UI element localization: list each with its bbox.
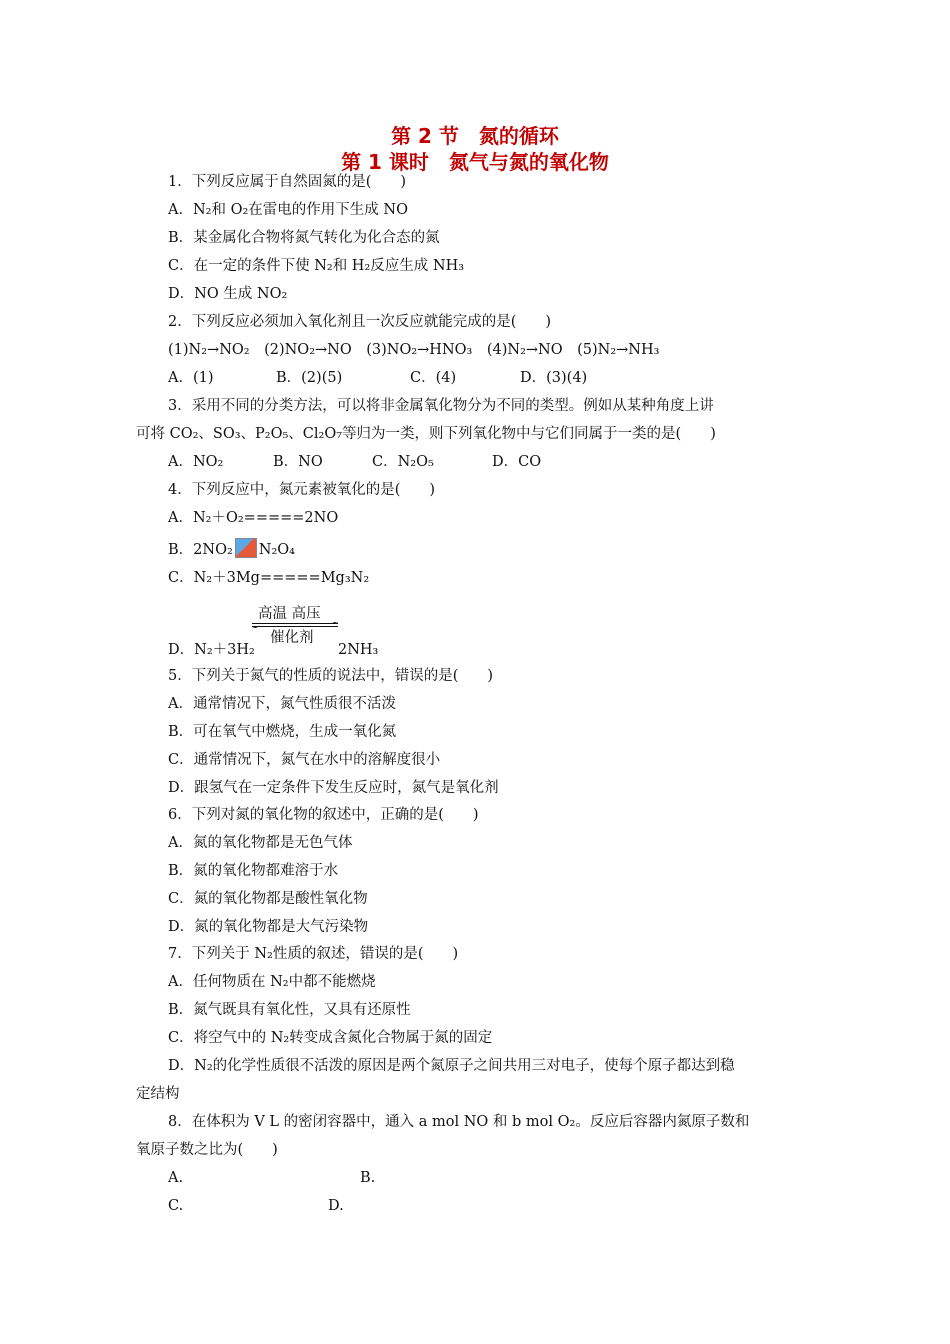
q4-option-b-right: N₂O₄ <box>258 542 295 558</box>
q8-option-b: B. <box>360 1170 376 1186</box>
q4-stem: 4．下列反应中，氮元素被氧化的是( ) <box>168 482 436 498</box>
q2-reaction-list: (1)N₂→NO₂ (2)NO₂→NO (3)NO₂→HNO₃ (4)N₂→NO (5)N₂→NH₃ <box>168 342 660 358</box>
q4-reaction-conditions <box>250 602 342 648</box>
q1-option-d: D．NO 生成 NO₂ <box>168 286 288 302</box>
q3-stem-line1: 3．采用不同的分类方法，可以将非金属氧化物分为不同的类型。例如从某种角度上讲 <box>168 398 714 414</box>
q7-stem: 7．下列关于 N₂性质的叙述，错误的是( ) <box>168 946 459 962</box>
q3-option-b: B．NO <box>273 454 323 470</box>
q4-option-b-left: B．2NO₂ <box>168 542 233 558</box>
q3-option-d: D．CO <box>492 454 542 470</box>
q7-option-d-line1: D．N₂的化学性质很不活泼的原因是两个氮原子之间共用三对电子，使每个原子都达到稳 <box>168 1058 735 1074</box>
q8-stem-line2: 氧原子数之比为( ) <box>136 1142 278 1158</box>
q8-option-d: D. <box>328 1198 344 1214</box>
q7-option-d-line2: 定结构 <box>136 1086 180 1102</box>
q8-option-a: A. <box>168 1170 184 1186</box>
q4-option-c: C．N₂＋3Mg=====Mg₃N₂ <box>168 570 370 586</box>
q3-stem-line2: 可将 CO₂、SO₃、P₂O₅、Cl₂O₇等归为一类，则下列氧化物中与它们同属于一类的是( ) <box>136 426 716 442</box>
q2-option-a: A．(1) <box>168 370 214 386</box>
lesson-title: 第 1 课时 氮气与氮的氧化物 <box>341 150 609 174</box>
q4-option-b <box>168 538 295 560</box>
q1-option-c: C．在一定的条件下使 N₂和 H₂反应生成 NH₃ <box>168 258 465 274</box>
q6-option-c: C．氮的氧化物都是酸性氧化物 <box>168 891 368 907</box>
q1-stem: 1．下列反应属于自然固氮的是( ) <box>168 174 407 190</box>
q8-option-c: C. <box>168 1198 184 1214</box>
q5-option-b: B．可在氧气中燃烧，生成一氧化氮 <box>168 724 397 740</box>
q5-option-a: A．通常情况下，氮气性质很不活泼 <box>168 696 396 712</box>
q4-option-d-left: D．N₂＋3H₂ <box>168 642 255 658</box>
q5-stem: 5．下列关于氮气的性质的说法中，错误的是( ) <box>168 668 494 684</box>
q8-stem-line1: 8．在体积为 V L 的密闭容器中，通入 a mol NO 和 b mol O₂。反应后容器内氮原子数和 <box>168 1114 750 1130</box>
q4-condition-bottom: 催化剂 <box>270 630 314 646</box>
q6-option-a: A．氮的氧化物都是无色气体 <box>168 835 353 851</box>
q5-option-d: D．跟氢气在一定条件下发生反应时，氮气是氧化剂 <box>168 780 499 796</box>
q7-option-c: C．将空气中的 N₂转变成含氮化合物属于氮的固定 <box>168 1030 493 1046</box>
q2-stem: 2．下列反应必须加入氧化剂且一次反应就能完成的是( ) <box>168 314 552 330</box>
q2-option-d: D．(3)(4) <box>520 370 588 386</box>
section-title: 第 2 节 氮的循环 <box>391 124 559 148</box>
broken-image-icon <box>235 538 257 558</box>
q3-option-c: C．N₂O₅ <box>372 454 434 470</box>
q4-option-a: A．N₂＋O₂=====2NO <box>168 510 339 526</box>
q2-option-b: B．(2)(5) <box>276 370 343 386</box>
q7-option-a: A．任何物质在 N₂中都不能燃烧 <box>168 974 376 990</box>
q6-stem: 6．下列对氮的氧化物的叙述中，正确的是( ) <box>168 807 479 823</box>
q1-option-a: A．N₂和 O₂在雷电的作用下生成 NO <box>168 202 408 218</box>
q6-option-b: B．氮的氧化物都难溶于水 <box>168 863 339 879</box>
q4-condition-top: 高温 高压 <box>258 606 321 622</box>
q3-option-a: A．NO₂ <box>168 454 224 470</box>
q6-option-d: D．氮的氧化物都是大气污染物 <box>168 919 369 935</box>
q1-option-b: B．某金属化合物将氮气转化为化合态的氮 <box>168 230 440 246</box>
q7-option-b: B．氮气既具有氧化性，又具有还原性 <box>168 1002 411 1018</box>
q4-option-d-right: 2NH₃ <box>338 642 379 658</box>
q5-option-c: C．通常情况下，氮气在水中的溶解度很小 <box>168 752 441 768</box>
q2-option-c: C．(4) <box>410 370 457 386</box>
